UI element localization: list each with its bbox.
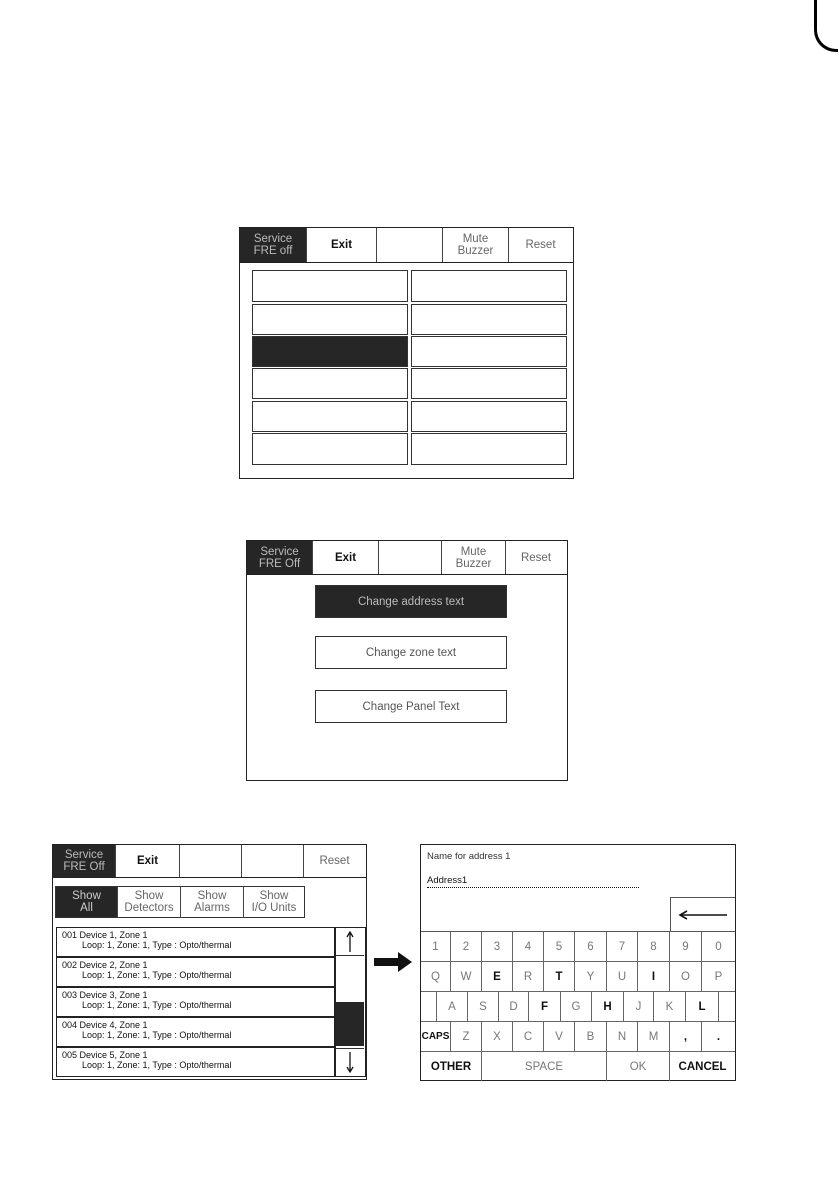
key-b[interactable]: B: [575, 1022, 607, 1052]
reset-button[interactable]: Reset: [525, 239, 556, 251]
key-n[interactable]: N: [607, 1022, 638, 1052]
key-spacer: [719, 992, 735, 1022]
blank-button[interactable]: [242, 845, 304, 877]
key-t[interactable]: T: [544, 962, 575, 992]
menu-button[interactable]: [411, 368, 567, 399]
device-details: Loop: 1, Zone: 1, Type : Opto/thermal: [82, 1030, 232, 1040]
key-a[interactable]: A: [437, 992, 468, 1022]
exit-button[interactable]: Exit: [116, 845, 180, 877]
service-menu-screen: [239, 227, 574, 479]
scroll-down-button[interactable]: [336, 1048, 364, 1076]
menu-button-selected[interactable]: [252, 336, 408, 367]
service-fre-button[interactable]: Service FRE off: [240, 228, 307, 262]
backspace-arrow-icon: [671, 898, 736, 932]
key-w[interactable]: W: [451, 962, 482, 992]
key-2[interactable]: 2: [451, 932, 482, 962]
key-c[interactable]: C: [513, 1022, 544, 1052]
blank-button[interactable]: [379, 541, 442, 574]
reset-button[interactable]: Reset: [520, 551, 552, 564]
scroll-up-button[interactable]: [336, 928, 364, 956]
name-input[interactable]: [427, 875, 639, 888]
key-m[interactable]: M: [638, 1022, 670, 1052]
key-r[interactable]: R: [513, 962, 544, 992]
key-j[interactable]: J: [624, 992, 654, 1022]
menu-button[interactable]: [411, 401, 567, 432]
device-title: 002 Device 2, Zone 1: [62, 960, 148, 970]
mute-buzzer-button[interactable]: Mute Buzzer: [442, 541, 506, 574]
key-0[interactable]: 0: [702, 932, 735, 962]
cancel-button[interactable]: CANCEL: [678, 1060, 727, 1073]
name-input-value: Address1: [427, 875, 468, 886]
scrollbar[interactable]: [335, 927, 366, 1077]
key-k[interactable]: K: [654, 992, 686, 1022]
device-details: Loop: 1, Zone: 1, Type : Opto/thermal: [82, 1060, 232, 1070]
key-5[interactable]: 5: [544, 932, 575, 962]
scroll-thumb[interactable]: [336, 1002, 364, 1046]
tab-show-alarms[interactable]: Show Alarms: [181, 887, 244, 917]
down-arrow-icon: [336, 1049, 364, 1077]
menu-button[interactable]: [252, 368, 408, 399]
table-row[interactable]: [56, 1017, 335, 1047]
key-i[interactable]: I: [638, 962, 670, 992]
key-q[interactable]: Q: [421, 962, 451, 992]
key-z[interactable]: Z: [451, 1022, 482, 1052]
device-details: Loop: 1, Zone: 1, Type : Opto/thermal: [82, 970, 232, 980]
keyboard-screen: [420, 844, 736, 1081]
key-o[interactable]: O: [670, 962, 702, 992]
reset-button[interactable]: Reset: [319, 855, 350, 867]
key-l[interactable]: L: [686, 992, 719, 1022]
table-row[interactable]: [56, 957, 335, 987]
blank-button[interactable]: [377, 228, 443, 262]
device-list-screen: [52, 844, 367, 1080]
key-h[interactable]: H: [592, 992, 624, 1022]
key-4[interactable]: 4: [513, 932, 544, 962]
device-title: 001 Device 1, Zone 1: [62, 930, 148, 940]
page-edge-mark: [814, 0, 838, 52]
device-title: 004 Device 4, Zone 1: [62, 1020, 148, 1030]
key-7[interactable]: 7: [607, 932, 638, 962]
key-6[interactable]: 6: [575, 932, 607, 962]
device-title: 005 Device 5, Zone 1: [62, 1050, 148, 1060]
menu-button[interactable]: [252, 433, 408, 465]
key-spacer: [421, 992, 437, 1022]
key-u[interactable]: U: [607, 962, 638, 992]
key-x[interactable]: X: [482, 1022, 513, 1052]
device-title: 003 Device 3, Zone 1: [62, 990, 148, 1000]
table-row[interactable]: [56, 927, 335, 957]
change-address-text-button[interactable]: Change address text: [315, 585, 507, 618]
key-9[interactable]: 9: [670, 932, 702, 962]
key-caps[interactable]: CAPS: [421, 1022, 451, 1052]
tab-show-all[interactable]: Show All: [56, 887, 118, 917]
prompt-label: Name for address 1: [427, 851, 511, 862]
key-3[interactable]: 3: [482, 932, 513, 962]
key-g[interactable]: G: [561, 992, 592, 1022]
ok-button[interactable]: OK: [607, 1052, 670, 1081]
key-f[interactable]: F: [529, 992, 561, 1022]
key-s[interactable]: S: [468, 992, 499, 1022]
mute-buzzer-button[interactable]: Mute Buzzer: [443, 228, 509, 262]
key-y[interactable]: Y: [575, 962, 607, 992]
tab-show-detectors[interactable]: Show Detectors: [118, 887, 181, 917]
menu-button[interactable]: [411, 336, 567, 367]
other-button[interactable]: OTHER: [421, 1052, 482, 1081]
menu-button[interactable]: [411, 304, 567, 335]
key-period[interactable]: .: [702, 1022, 735, 1052]
table-row[interactable]: [56, 987, 335, 1017]
change-text-screen: [246, 540, 568, 781]
up-arrow-icon: [336, 928, 364, 956]
key-comma[interactable]: ,: [670, 1022, 702, 1052]
space-button[interactable]: SPACE: [482, 1052, 607, 1081]
tab-show-io-units[interactable]: Show I/O Units: [251, 890, 297, 914]
key-8[interactable]: 8: [638, 932, 670, 962]
keyboard: [421, 931, 735, 1080]
change-zone-text-button[interactable]: Change zone text: [315, 636, 507, 669]
service-fre-button[interactable]: Service FRE Off: [53, 845, 116, 877]
table-row[interactable]: [56, 1047, 335, 1077]
service-fre-button[interactable]: Service FRE Off: [247, 541, 313, 574]
key-p[interactable]: P: [702, 962, 735, 992]
device-details: Loop: 1, Zone: 1, Type : Opto/thermal: [82, 940, 232, 950]
filter-tabs: [55, 886, 305, 918]
flow-arrow-icon: [374, 952, 414, 972]
menu-button[interactable]: [252, 401, 408, 432]
device-details: Loop: 1, Zone: 1, Type : Opto/thermal: [82, 1000, 232, 1010]
menu-button[interactable]: [252, 304, 408, 335]
key-v[interactable]: V: [544, 1022, 575, 1052]
backspace-button[interactable]: [670, 897, 735, 931]
menu-button[interactable]: [411, 433, 567, 465]
key-1[interactable]: 1: [421, 932, 451, 962]
exit-button[interactable]: Exit: [307, 228, 377, 262]
exit-button[interactable]: Exit: [313, 541, 379, 574]
menu-button[interactable]: [411, 270, 567, 302]
key-d[interactable]: D: [499, 992, 529, 1022]
blank-button[interactable]: [180, 845, 242, 877]
key-e[interactable]: E: [482, 962, 513, 992]
change-panel-text-button[interactable]: Change Panel Text: [315, 690, 507, 723]
menu-button[interactable]: [252, 270, 408, 302]
